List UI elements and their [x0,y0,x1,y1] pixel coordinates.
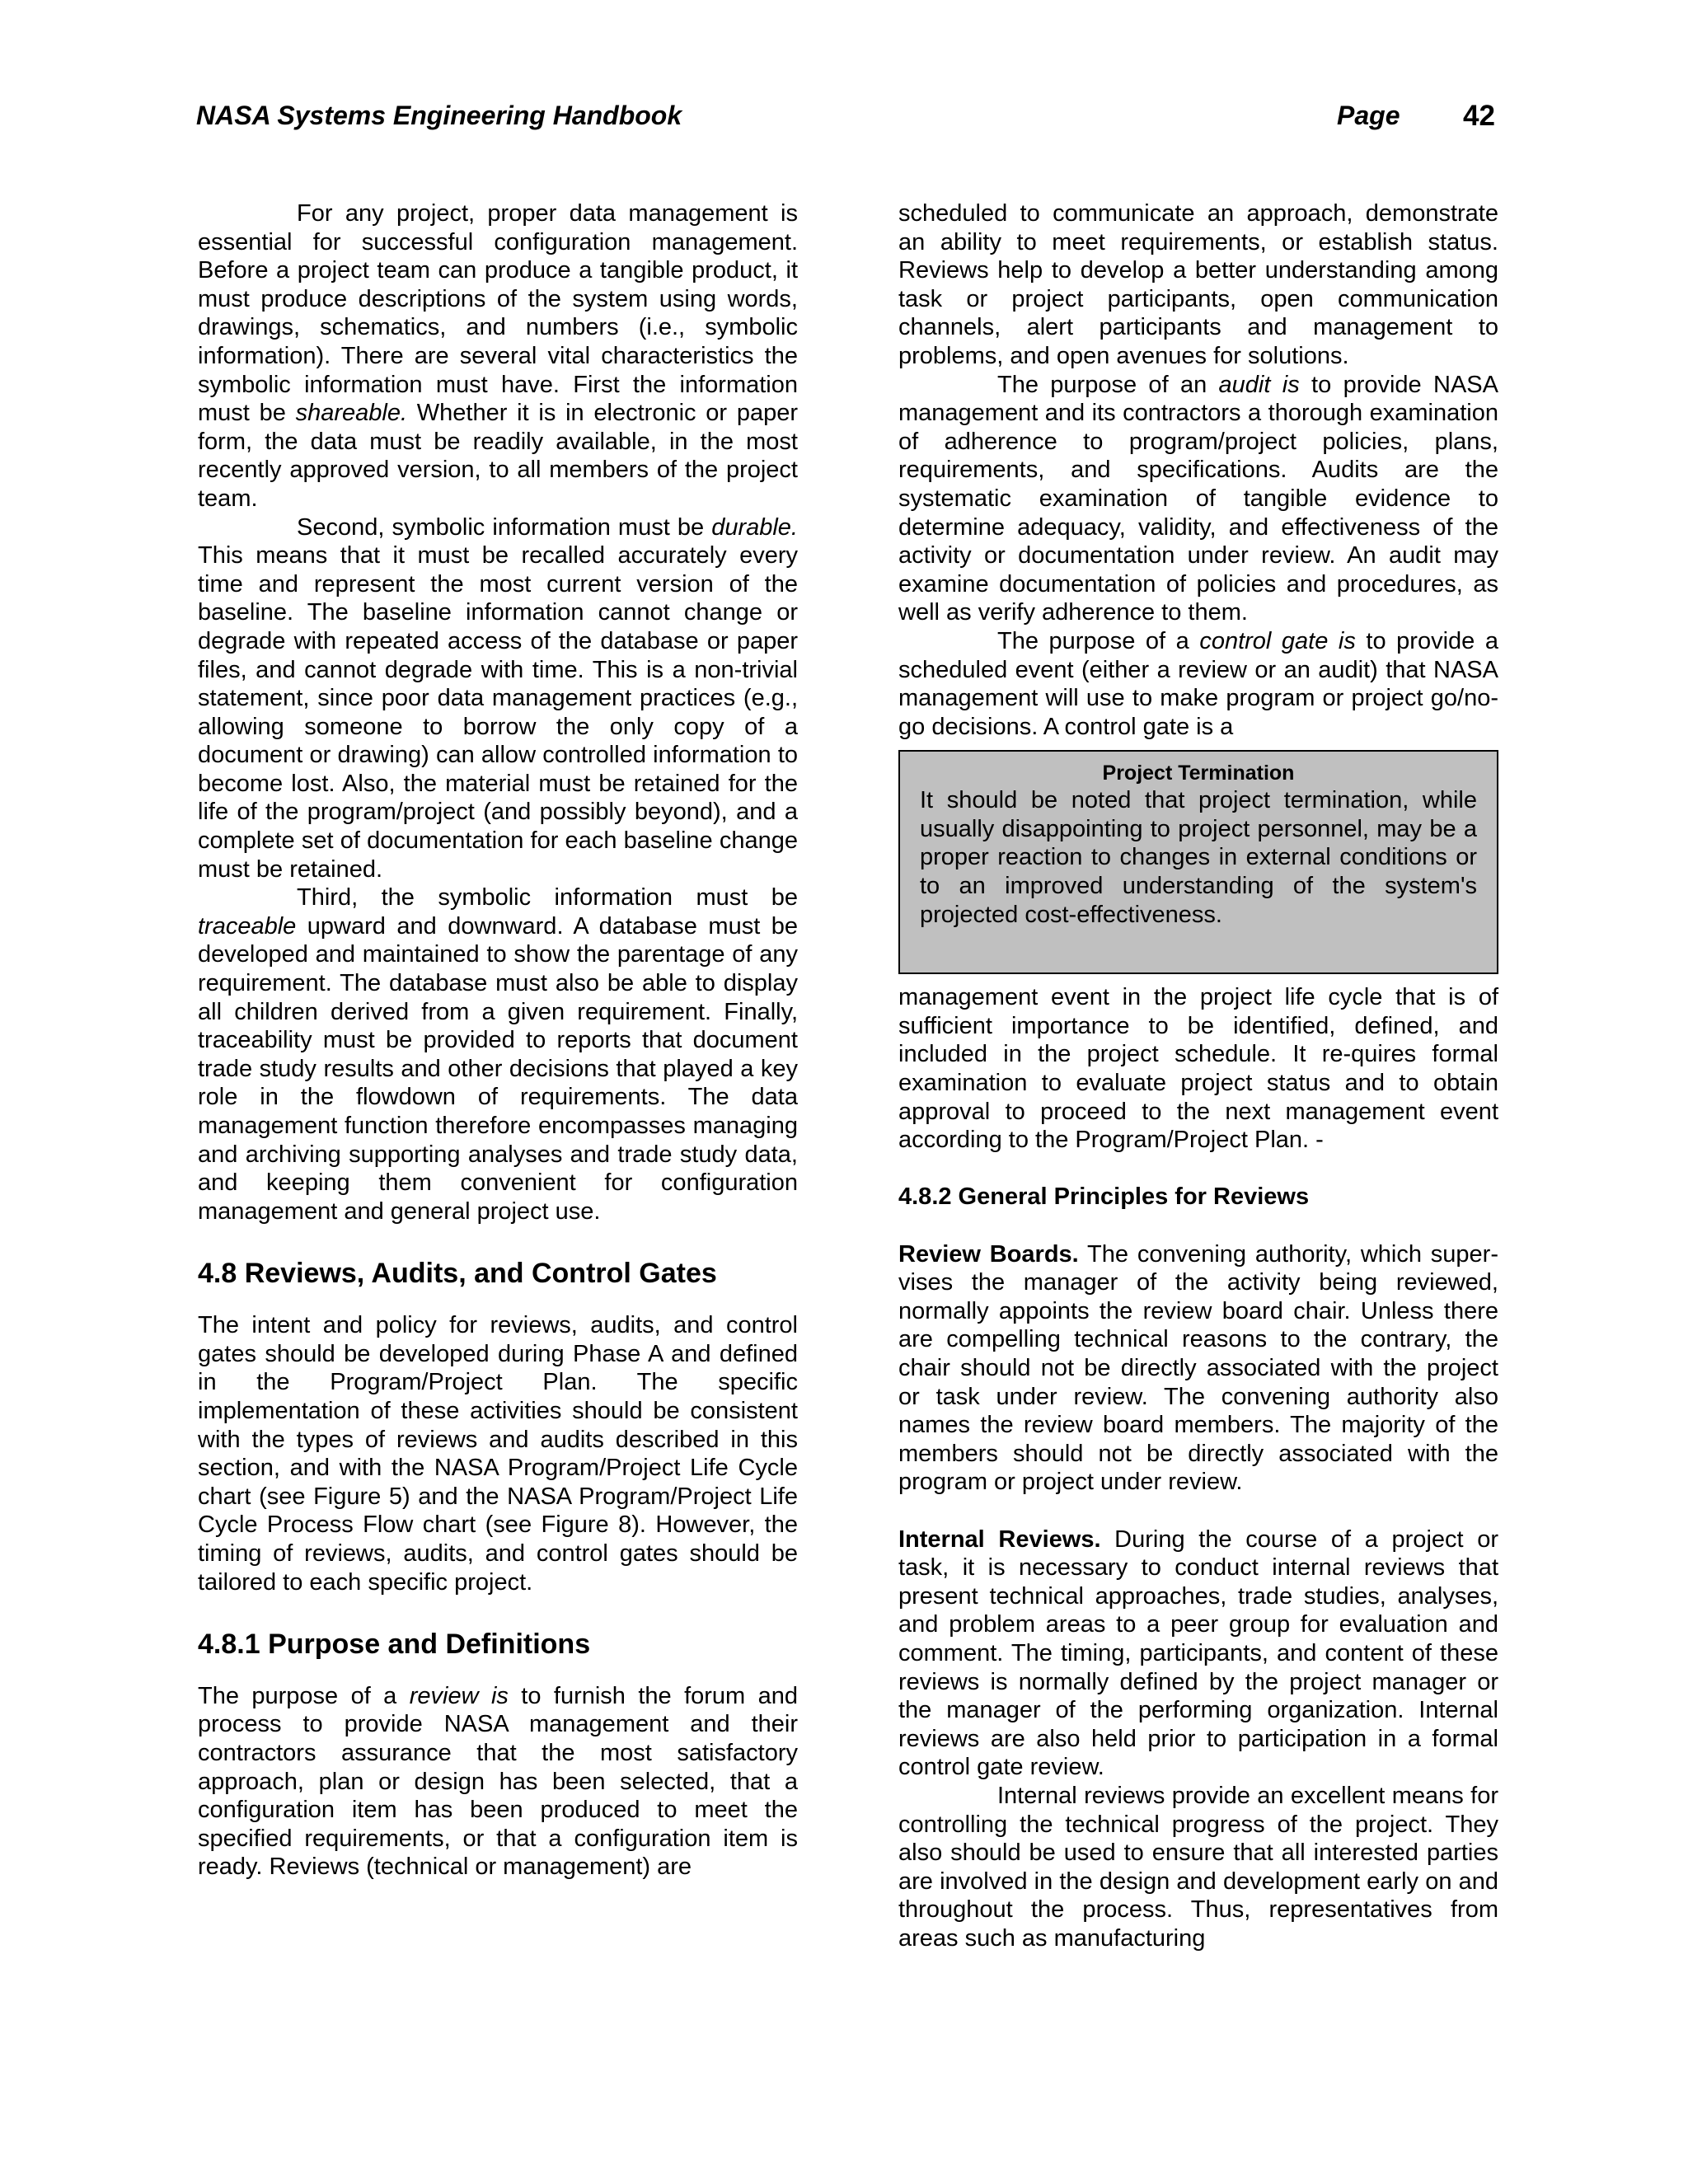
paragraph-audit-definition: The purpose of an audit is to provide NASA management and its contractors a thorough examination of adherence to program/project policies, plans, requirements, and specifications. Audits are the systematic examination of tangible evidence to determine adequacy, validity, and effectiveness of the activity or documentation under review. An audit may examine documentation of policies and procedures, as well as verify adherence to them. [898,371,1498,626]
paragraph-internal-reviews: Internal Reviews. During the course of a project or task, it is necessary to conduct internal reviews that present technical approaches, trade studies, analyses, and problem areas to a peer group for evaluation and comment. The timing, participants, and content of these reviews is normally defined by the project manager or the manager of the performing organization. Internal reviews are also held prior to participation in a formal control gate review. [898,1526,1499,1781]
sidebar-body: It should be noted that project termination, while usually disappointing to project personnel, may be a proper reaction to changes in external conditions or to an improved understanding of the system's projected cost-effectiveness. [920,787,1477,928]
subsection-heading-4-8-1: 4.8.1 Purpose and Definitions [198,1628,591,1660]
paragraph-review-boards: Review Boards. The convening authority, which super-vises the manager of the activity being reviewed, normally appoints the review board chair. Unless there are compelling technical reasons to the contrary, the chair should not be directly associated with the project or task under review. The convening authority also names the review board members. The majority of the members should not be directly associated with the program or project under review. [898,1240,1498,1496]
term-traceable: traceable [198,912,297,940]
page-number: 42 [1463,100,1495,132]
right-column [898,199,1498,1952]
run-in-review-boards: Review Boards. [898,1240,1079,1268]
subsection-heading-4-8-2: 4.8.2 General Principles for Reviews [898,1183,1310,1211]
term-shareable: shareable. [295,400,408,427]
paragraph-reviews-continued: scheduled to communicate an approach, demonstrate an ability to meet requirements, or establish status. Reviews help to develop a better understanding among task or project participants, open communication channels, alert participants and management to problems, and open avenues for solutions. [898,200,1498,369]
paragraph-internal-reviews-means: Internal reviews provide an excellent means for controlling the technical progress of the project. They also should be used to ensure that all interested parties are involved in the design and development early on and throughout the process. Thus, representatives from areas such as manufacturing [898,1782,1498,1952]
paragraph-durable: Second, symbolic information must be durable. This means that it must be recalled accurately every time and represent the most current version of the baseline. The baseline information cannot change or degrade with repeated access of the database or paper files, and cannot degrade with time. This is a non-trivial statement, since poor data management practices (e.g., allowing someone to borrow the only copy of a document or drawing) can allow controlled information to become lost. Also, the material must be retained for the life of the program/project (and possibly beyond), and a complete set of documentation for each baseline change must be retained. [198,513,798,883]
paragraph-data-management-shareable: For any project, proper data management is essential for successful configuration management. Before a project team can produce a tangible product, it must produce descriptions of the system using words, drawings, schematics, and numbers (i.e., symbolic information). There are several vital characteristics the symbolic information must have. First the information must be shareable. Whether it is in electronic or paper form, the data must be readily available, in the most recently approved version, to all members of the project team. [198,200,798,512]
page-label: Page [1337,101,1400,130]
term-control-gate: control gate is [1199,627,1356,654]
section-heading-4-8: 4.8 Reviews, Audits, and Control Gates [198,1257,717,1289]
paragraph-traceable: Third, the symbolic information must be traceable upward and downward. A database must be developed and maintained to show the parentage of any requirement. The database must also be able to display all children derived from a given requirement. Finally, traceability must be provided to reports that document trade study results and other decisions that played a key role in the flowdown of requirements. The data management function therefore encompasses managing and archiving supporting analyses and trade study data, and keeping them convenient for configuration management and general project use. [198,884,798,1225]
term-durable: durable. [711,513,798,541]
paragraph-review-definition: The purpose of a review is to furnish the forum and process to provide NASA management and their contractors assurance that the most satisfactory approach, plan or design has been selected, that a configuration item has been produced to meet the specified requirements, or that a configuration item is ready. Reviews (technical or management) are [198,1682,798,1881]
left-column [198,199,798,1882]
paragraph-control-gate-definition: The purpose of a control gate is to provide a scheduled event (either a review or an audit) that NASA management will use to make program or project go/no-go decisions. A control gate is a [898,627,1498,740]
term-audit: audit is [1218,371,1300,398]
project-termination-sidebar [898,750,1498,974]
sidebar-title: Project Termination [1102,762,1295,785]
handbook-title: NASA Systems Engineering Handbook [196,101,682,130]
paragraph-control-gate-continued: management event in the project life cycle that is of sufficient importance to be identified, defined, and included in the project schedule. It re-quires formal examination to evaluate project status and to obtain approval to proceed to the next management event according to the Program/Project Plan. - [898,984,1498,1154]
paragraph-intent-and-policy: The intent and policy for reviews, audits, and control gates should be developed during Phase A and defined in the Program/Project Plan. The specific implementation of these activities should be consistent with the types of reviews and audits described in this section, and with the NASA Program/Project Life Cycle chart (see Figure 5) and the NASA Program/Project Life Cycle Process Flow chart (see Figure 8). However, the timing of reviews, audits, and control gates should be tailored to each specific project. [198,1312,798,1596]
run-in-internal-reviews: Internal Reviews. [898,1526,1101,1553]
term-review: review is [409,1682,509,1709]
